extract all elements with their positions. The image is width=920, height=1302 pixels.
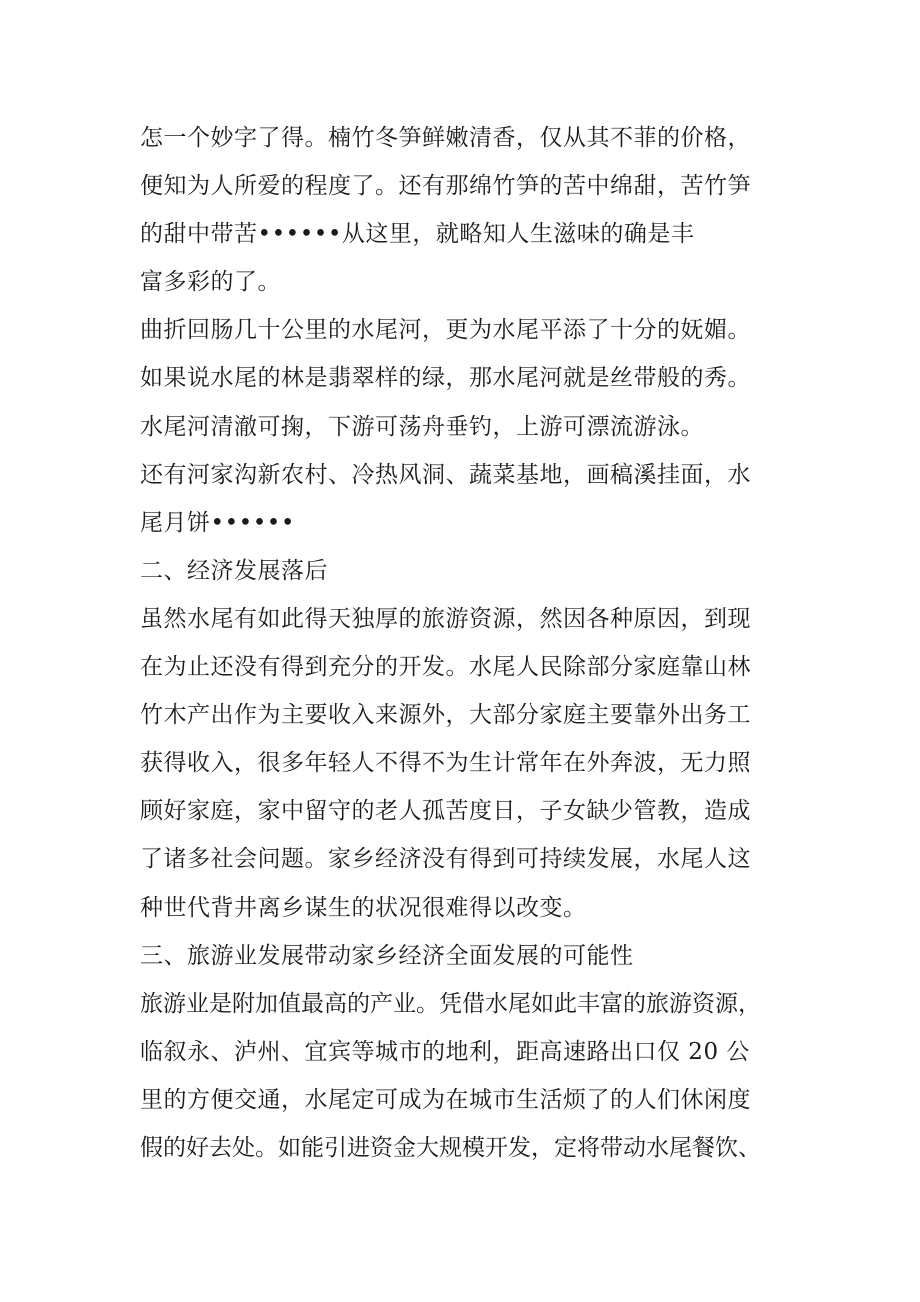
- text-line: 虽然水尾有如此得天独厚的旅游资源，然因各种原因，到现: [140, 605, 751, 632]
- text-line: 种世代背井离乡谋生的状况很难得以改变。: [140, 894, 587, 921]
- text-line: 临叙永、泸州、宜宾等城市的地利，距高速路出口仅 20 公: [140, 1038, 750, 1065]
- text-line: 还有河家沟新农村、冷热风洞、蔬菜基地，画稿溪挂面，水: [140, 461, 751, 488]
- text-line: 如果说水尾的林是翡翠样的绿，那水尾河就是丝带般的秀。: [140, 365, 751, 392]
- text-line: 竹木产出作为主要收入来源外，大部分家庭主要靠外出务工: [140, 702, 751, 729]
- text-line: 里的方便交通，水尾定可成为在城市生活烦了的人们休闲度: [140, 1086, 751, 1113]
- text-line: 在为止还没有得到充分的开发。水尾人民除部分家庭靠山林: [140, 654, 751, 681]
- text-line: 水尾河清澈可掬，下游可荡舟垂钓，上游可漂流游泳。: [140, 413, 704, 440]
- text-line: 曲折回肠几十公里的水尾河，更为水尾平添了十分的妩媚。: [140, 317, 751, 344]
- body-text: [140, 114, 790, 1172]
- text-line: 了诸多社会问题。家乡经济没有得到可持续发展，水尾人这: [140, 846, 751, 873]
- text-line: 便知为人所爱的程度了。还有那绵竹笋的苦中绵甜，苦竹笋: [140, 173, 751, 200]
- text-line: 尾月饼••••••: [140, 509, 295, 536]
- text-line: 获得收入，很多年轻人不得不为生计常年在外奔波，无力照: [140, 750, 751, 777]
- text-line: 假的好去处。如能引进资金大规模开发，定将带动水尾餐饮、: [140, 1134, 761, 1161]
- text-line: 旅游业是附加值最高的产业。凭借水尾如此丰富的旅游资源，: [140, 990, 761, 1017]
- section-heading-tourism: 三、旅游业发展带动家乡经济全面发展的可能性: [140, 942, 634, 969]
- text-line: 富多彩的了。: [140, 269, 281, 296]
- text-line: 的甜中带苦••••••从这里，就略知人生滋味的确是丰: [140, 221, 695, 248]
- text-line: 怎一个妙字了得。楠竹冬笋鲜嫩清香，仅从其不菲的价格，: [140, 125, 751, 151]
- section-heading-economy: 二、经济发展落后: [140, 557, 328, 584]
- text-line: 顾好家庭，家中留守的老人孤苦度日，子女缺少管教，造成: [140, 798, 751, 825]
